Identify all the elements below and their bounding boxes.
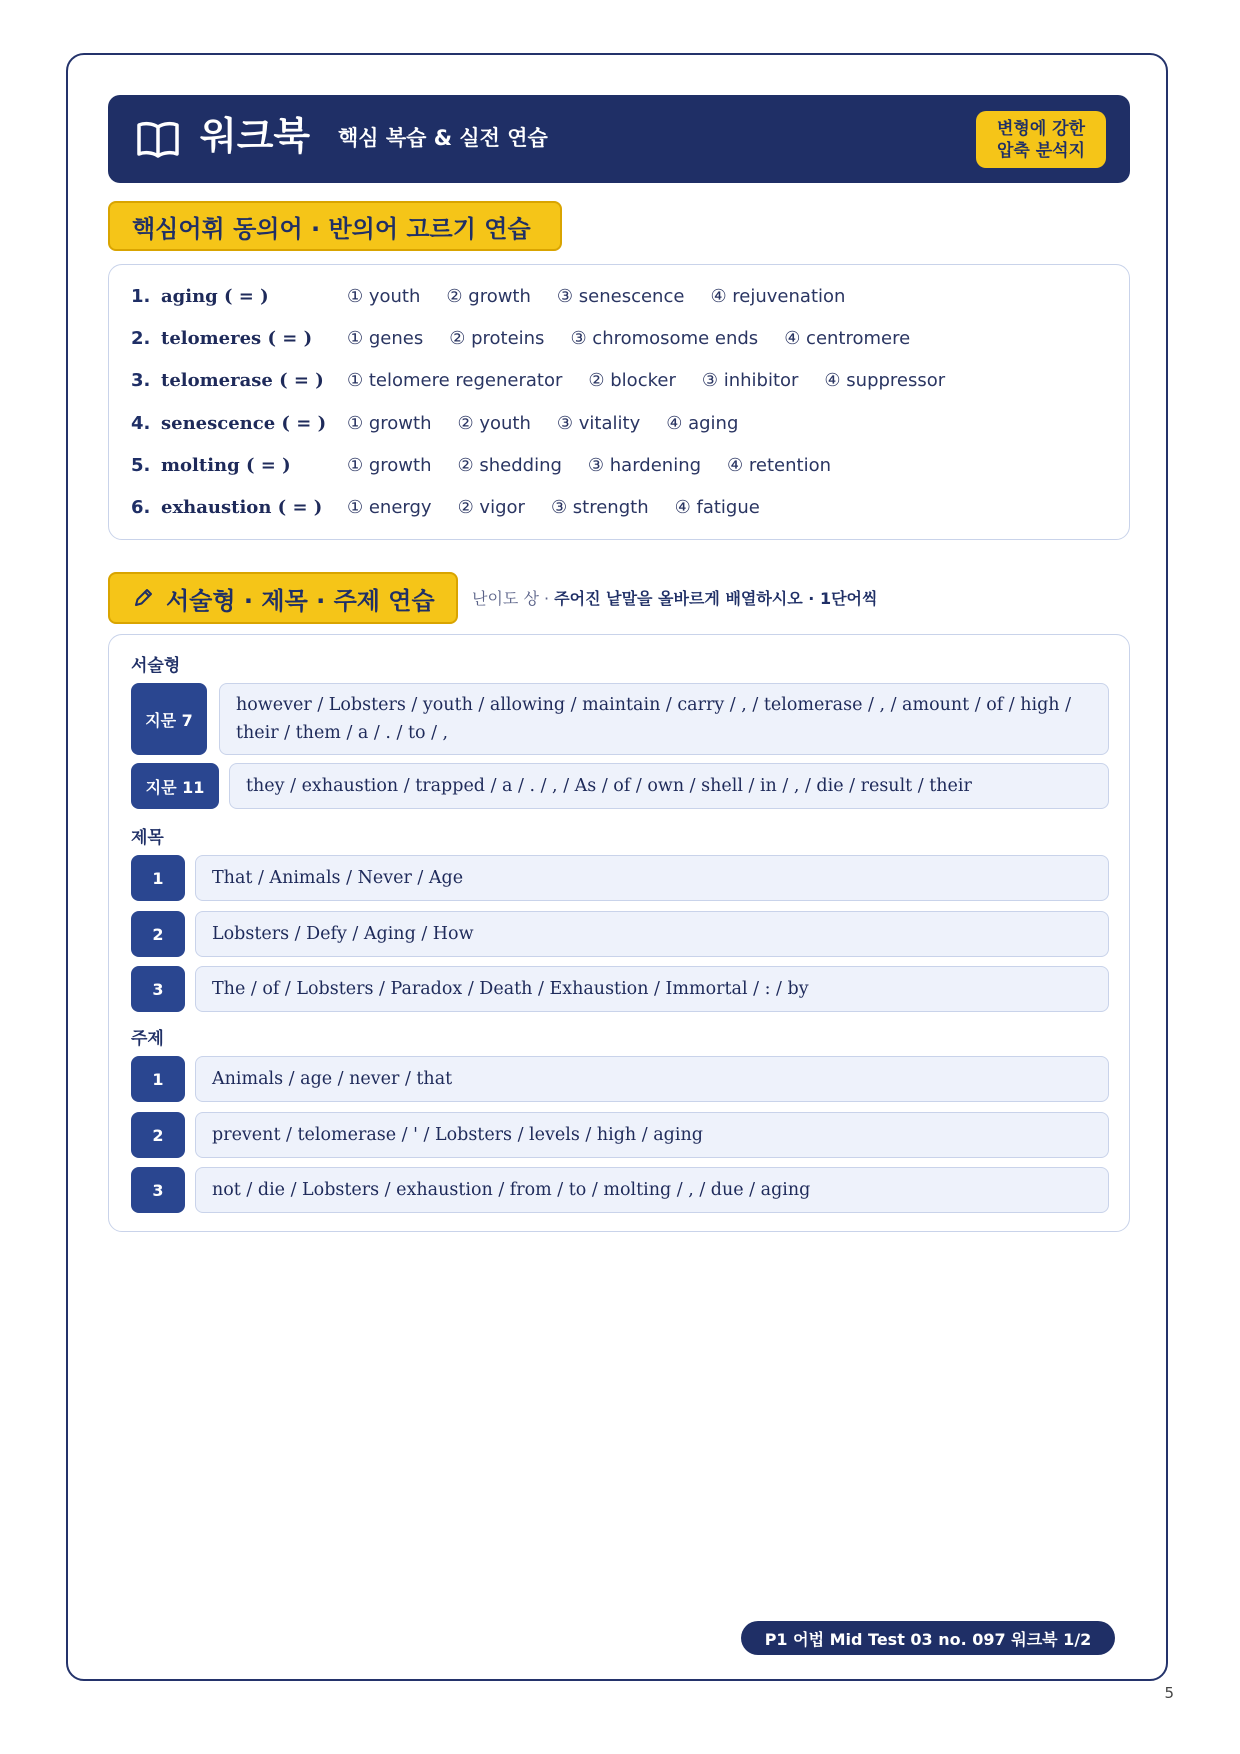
vocab-option[interactable]: ④ suppressor <box>824 369 946 391</box>
vocab-item <box>131 323 936 353</box>
vocab-option[interactable]: ③ hardening <box>587 454 702 476</box>
vocab-section-title: 핵심어휘 동의어 · 반의어 고르기 연습 <box>108 201 562 251</box>
topic-number: 1 <box>131 1056 185 1102</box>
vocab-option[interactable]: ② shedding <box>457 454 562 476</box>
vocab-word: telomeres ( = ) <box>161 327 313 349</box>
badge-line-1: 변형에 강한 <box>996 118 1086 139</box>
vocab-option[interactable]: ③ strength <box>550 496 649 518</box>
writing-section-title: 서술형 · 제목 · 주제 연습 <box>166 586 435 615</box>
page-subtitle: 핵심 복습 & 실전 연습 <box>338 126 548 150</box>
vocab-option[interactable]: ① energy <box>347 496 432 518</box>
scramble-line[interactable]: not / die / Lobsters / exhaustion / from / to / molting / , / due / aging <box>195 1167 1109 1213</box>
scramble-line[interactable]: they / exhaustion / trapped / a / . / , / As / of / own / shell / in / , / die / result / their <box>229 763 1109 809</box>
instruction-text: 주어진 낱말을 올바르게 배열하시오 · 1단어씩 <box>554 589 878 608</box>
vocab-option[interactable]: ④ fatigue <box>674 496 760 518</box>
writing-instruction <box>472 586 877 609</box>
vocab-word: molting ( = ) <box>161 454 291 476</box>
essay-label: 서술형 <box>131 656 181 676</box>
writing-section-tab <box>108 572 458 624</box>
vocab-item <box>131 281 871 311</box>
badge-line-2: 압축 분석지 <box>996 140 1086 161</box>
vocab-item <box>131 408 764 438</box>
vocab-box <box>108 264 1130 540</box>
title-label: 제목 <box>131 828 164 848</box>
vocab-word: exhaustion ( = ) <box>161 496 323 518</box>
scramble-line[interactable]: Lobsters / Defy / Aging / How <box>195 911 1109 957</box>
vocab-number: 5. <box>131 454 151 476</box>
vocab-word: senescence ( = ) <box>161 412 327 434</box>
vocab-option[interactable]: ① growth <box>347 454 432 476</box>
topic-number: 2 <box>131 1112 185 1158</box>
scramble-line[interactable]: however / Lobsters / youth / allowing / maintain / carry / , / telomerase / , / amount / of / high / their / them / a / . / to / , <box>219 683 1109 755</box>
vocab-option[interactable]: ① telomere regenerator <box>347 369 563 391</box>
vocab-option[interactable]: ① growth <box>347 412 432 434</box>
title-number: 1 <box>131 855 185 901</box>
pencil-icon <box>132 587 154 609</box>
vocab-option[interactable]: ③ vitality <box>556 412 641 434</box>
vocab-option[interactable]: ④ rejuvenation <box>710 285 846 307</box>
vocab-option[interactable]: ② proteins <box>449 327 545 349</box>
vocab-option[interactable]: ① youth <box>347 285 421 307</box>
scramble-line[interactable]: Animals / age / never / that <box>195 1056 1109 1102</box>
vocab-option[interactable]: ② blocker <box>588 369 676 391</box>
vocab-option[interactable]: ④ aging <box>666 412 739 434</box>
vocab-item <box>131 492 786 522</box>
page-number: 5 <box>1164 1684 1174 1702</box>
passage-tag: 지문 11 <box>131 763 219 809</box>
vocab-option[interactable]: ④ retention <box>727 454 831 476</box>
scramble-line[interactable]: The / of / Lobsters / Paradox / Death / Exhaustion / Immortal / : / by <box>195 966 1109 1012</box>
scramble-line[interactable]: prevent / telomerase / ' / Lobsters / levels / high / aging <box>195 1112 1109 1158</box>
vocab-option[interactable]: ④ centromere <box>784 327 911 349</box>
book-open-icon <box>136 119 180 159</box>
vocab-number: 2. <box>131 327 151 349</box>
workbook-header <box>108 95 1130 183</box>
topic-label: 주제 <box>131 1029 164 1049</box>
vocab-option[interactable]: ② growth <box>446 285 531 307</box>
vocab-number: 1. <box>131 285 151 307</box>
title-number: 3 <box>131 966 185 1012</box>
vocab-option[interactable]: ① genes <box>347 327 424 349</box>
vocab-word: telomerase ( = ) <box>161 369 324 391</box>
vocab-option[interactable]: ③ inhibitor <box>701 369 799 391</box>
header-badge <box>976 111 1106 168</box>
vocab-item <box>131 450 857 480</box>
difficulty-label: 난이도 상 · <box>472 589 555 608</box>
vocab-option[interactable]: ③ senescence <box>556 285 685 307</box>
vocab-number: 6. <box>131 496 151 518</box>
vocab-option[interactable]: ③ chromosome ends <box>570 327 759 349</box>
topic-number: 3 <box>131 1167 185 1213</box>
vocab-item <box>131 365 971 395</box>
scramble-line[interactable]: That / Animals / Never / Age <box>195 855 1109 901</box>
vocab-word: aging ( = ) <box>161 285 269 307</box>
vocab-option[interactable]: ② vigor <box>457 496 525 518</box>
writing-box <box>108 634 1130 1232</box>
vocab-number: 4. <box>131 412 151 434</box>
footer-label: P1 어법 Mid Test 03 no. 097 워크북 1/2 <box>741 1621 1115 1655</box>
vocab-option[interactable]: ② youth <box>457 412 531 434</box>
vocab-number: 3. <box>131 369 151 391</box>
page-title: 워크북 <box>200 114 311 158</box>
title-number: 2 <box>131 911 185 957</box>
passage-tag: 지문 7 <box>131 683 207 755</box>
